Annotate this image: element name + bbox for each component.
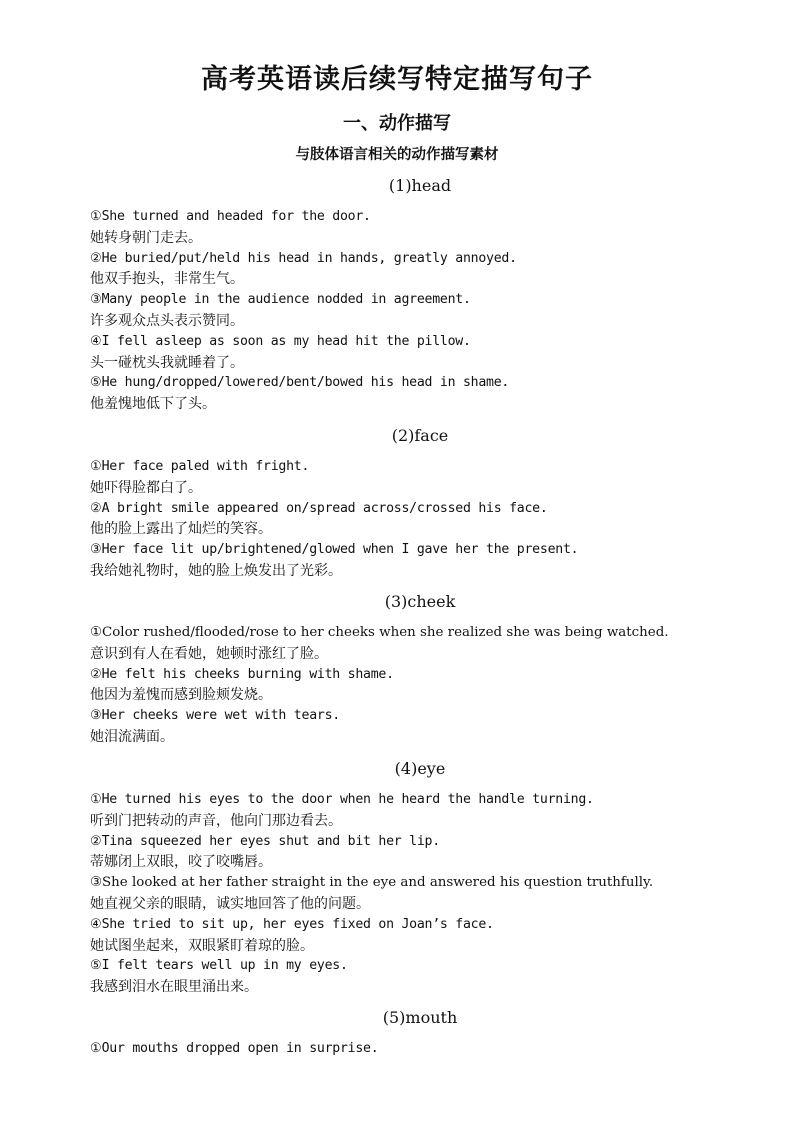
section-heading: (1)head (388, 176, 452, 195)
section-title: 一、动作描写 (343, 113, 451, 134)
sentence-zh: 他羞愧地低下了头。 (90, 396, 216, 413)
sentence-en: ④She tried to sit up, her eyes fixed on Joan’s face. (90, 916, 494, 932)
sentence-en: ①Our mouths dropped open in surprise. (90, 1041, 379, 1056)
sentence-zh: 她直视父亲的眼睛，诚实地回答了他的问题。 (90, 895, 370, 912)
sentence-zh: 她吓得脸都白了。 (90, 479, 202, 496)
sentence-en: ①Her face paled with fright. (90, 459, 310, 474)
sentence-en: ③Her face lit up/brightened/glowed when I gave her the present. (90, 542, 579, 558)
sentence-en: ②He buried/put/held his head in hands, greatly annoyed. (90, 250, 517, 266)
section-cheek (90, 589, 750, 748)
section-heading: (4)eye (394, 759, 446, 778)
sentence-zh: 蒂娜闭上双眼，咬了咬嘴唇。 (90, 854, 272, 871)
sentence-zh: 我感到泪水在眼里涌出来。 (90, 979, 258, 996)
sentence-zh: 她试图坐起来，双眼紧盯着琼的脸。 (90, 937, 314, 954)
sentence-en: ①He turned his eyes to the door when he heard the handle turning. (90, 792, 594, 807)
sentence-zh: 意识到有人在看她，她顿时涨红了脸。 (90, 645, 328, 662)
section-head (90, 173, 750, 415)
sentence-en: ①Color rushed/flooded/rose to her cheeks when she realized she was being watched. (90, 625, 669, 640)
sentence-zh: 她泪流满面。 (90, 728, 174, 745)
sentence-en: ②Tina squeezed her eyes shut and bit her lip. (90, 833, 440, 849)
sentence-en: ②He felt his cheeks burning with shame. (90, 666, 394, 682)
sentence-en: ⑤He hung/dropped/lowered/bent/bowed his head in shame. (90, 375, 510, 391)
sentence-zh: 她转身朝门走去。 (90, 229, 202, 246)
sentence-en: ③Her cheeks were wet with tears. (90, 708, 340, 724)
sentence-zh: 他因为羞愧而感到脸颊发烧。 (90, 687, 272, 704)
sentence-en: ②A bright smile appeared on/spread across/crossed his face. (90, 500, 548, 516)
section-heading: (2)face (391, 426, 449, 445)
sentence-en: ⑤I felt tears well up in my eyes. (90, 958, 348, 974)
sentence-en: ③Many people in the audience nodded in agreement. (90, 292, 471, 308)
sentence-zh: 我给她礼物时，她的脸上焕发出了光彩。 (90, 562, 342, 579)
section-face (90, 423, 750, 582)
sentence-en: ③She looked at her father straight in the eye and answered his question truthfully. (90, 875, 654, 891)
sentence-en: ①She turned and headed for the door. (90, 209, 371, 224)
section-eye (90, 756, 750, 998)
section-mouth (90, 1005, 750, 1060)
section-heading: (3)cheek (384, 592, 456, 611)
sentence-zh: 头一碰枕头我就睡着了。 (90, 354, 244, 371)
sentence-zh: 他双手抱头，非常生气。 (90, 271, 244, 288)
sentence-en: ④I fell asleep as soon as my head hit the pillow. (90, 333, 471, 349)
subsection-title: 与肢体语言相关的动作描写素材 (295, 147, 499, 163)
sentence-zh: 许多观众点头表示赞同。 (90, 312, 244, 329)
section-heading: (5)mouth (382, 1008, 458, 1027)
sentence-zh: 他的脸上露出了灿烂的笑容。 (90, 521, 272, 538)
sentence-zh: 听到门把转动的声音，他向门那边看去。 (90, 812, 342, 829)
document-title: 高考英语读后续写特定描写句子 (201, 64, 593, 95)
